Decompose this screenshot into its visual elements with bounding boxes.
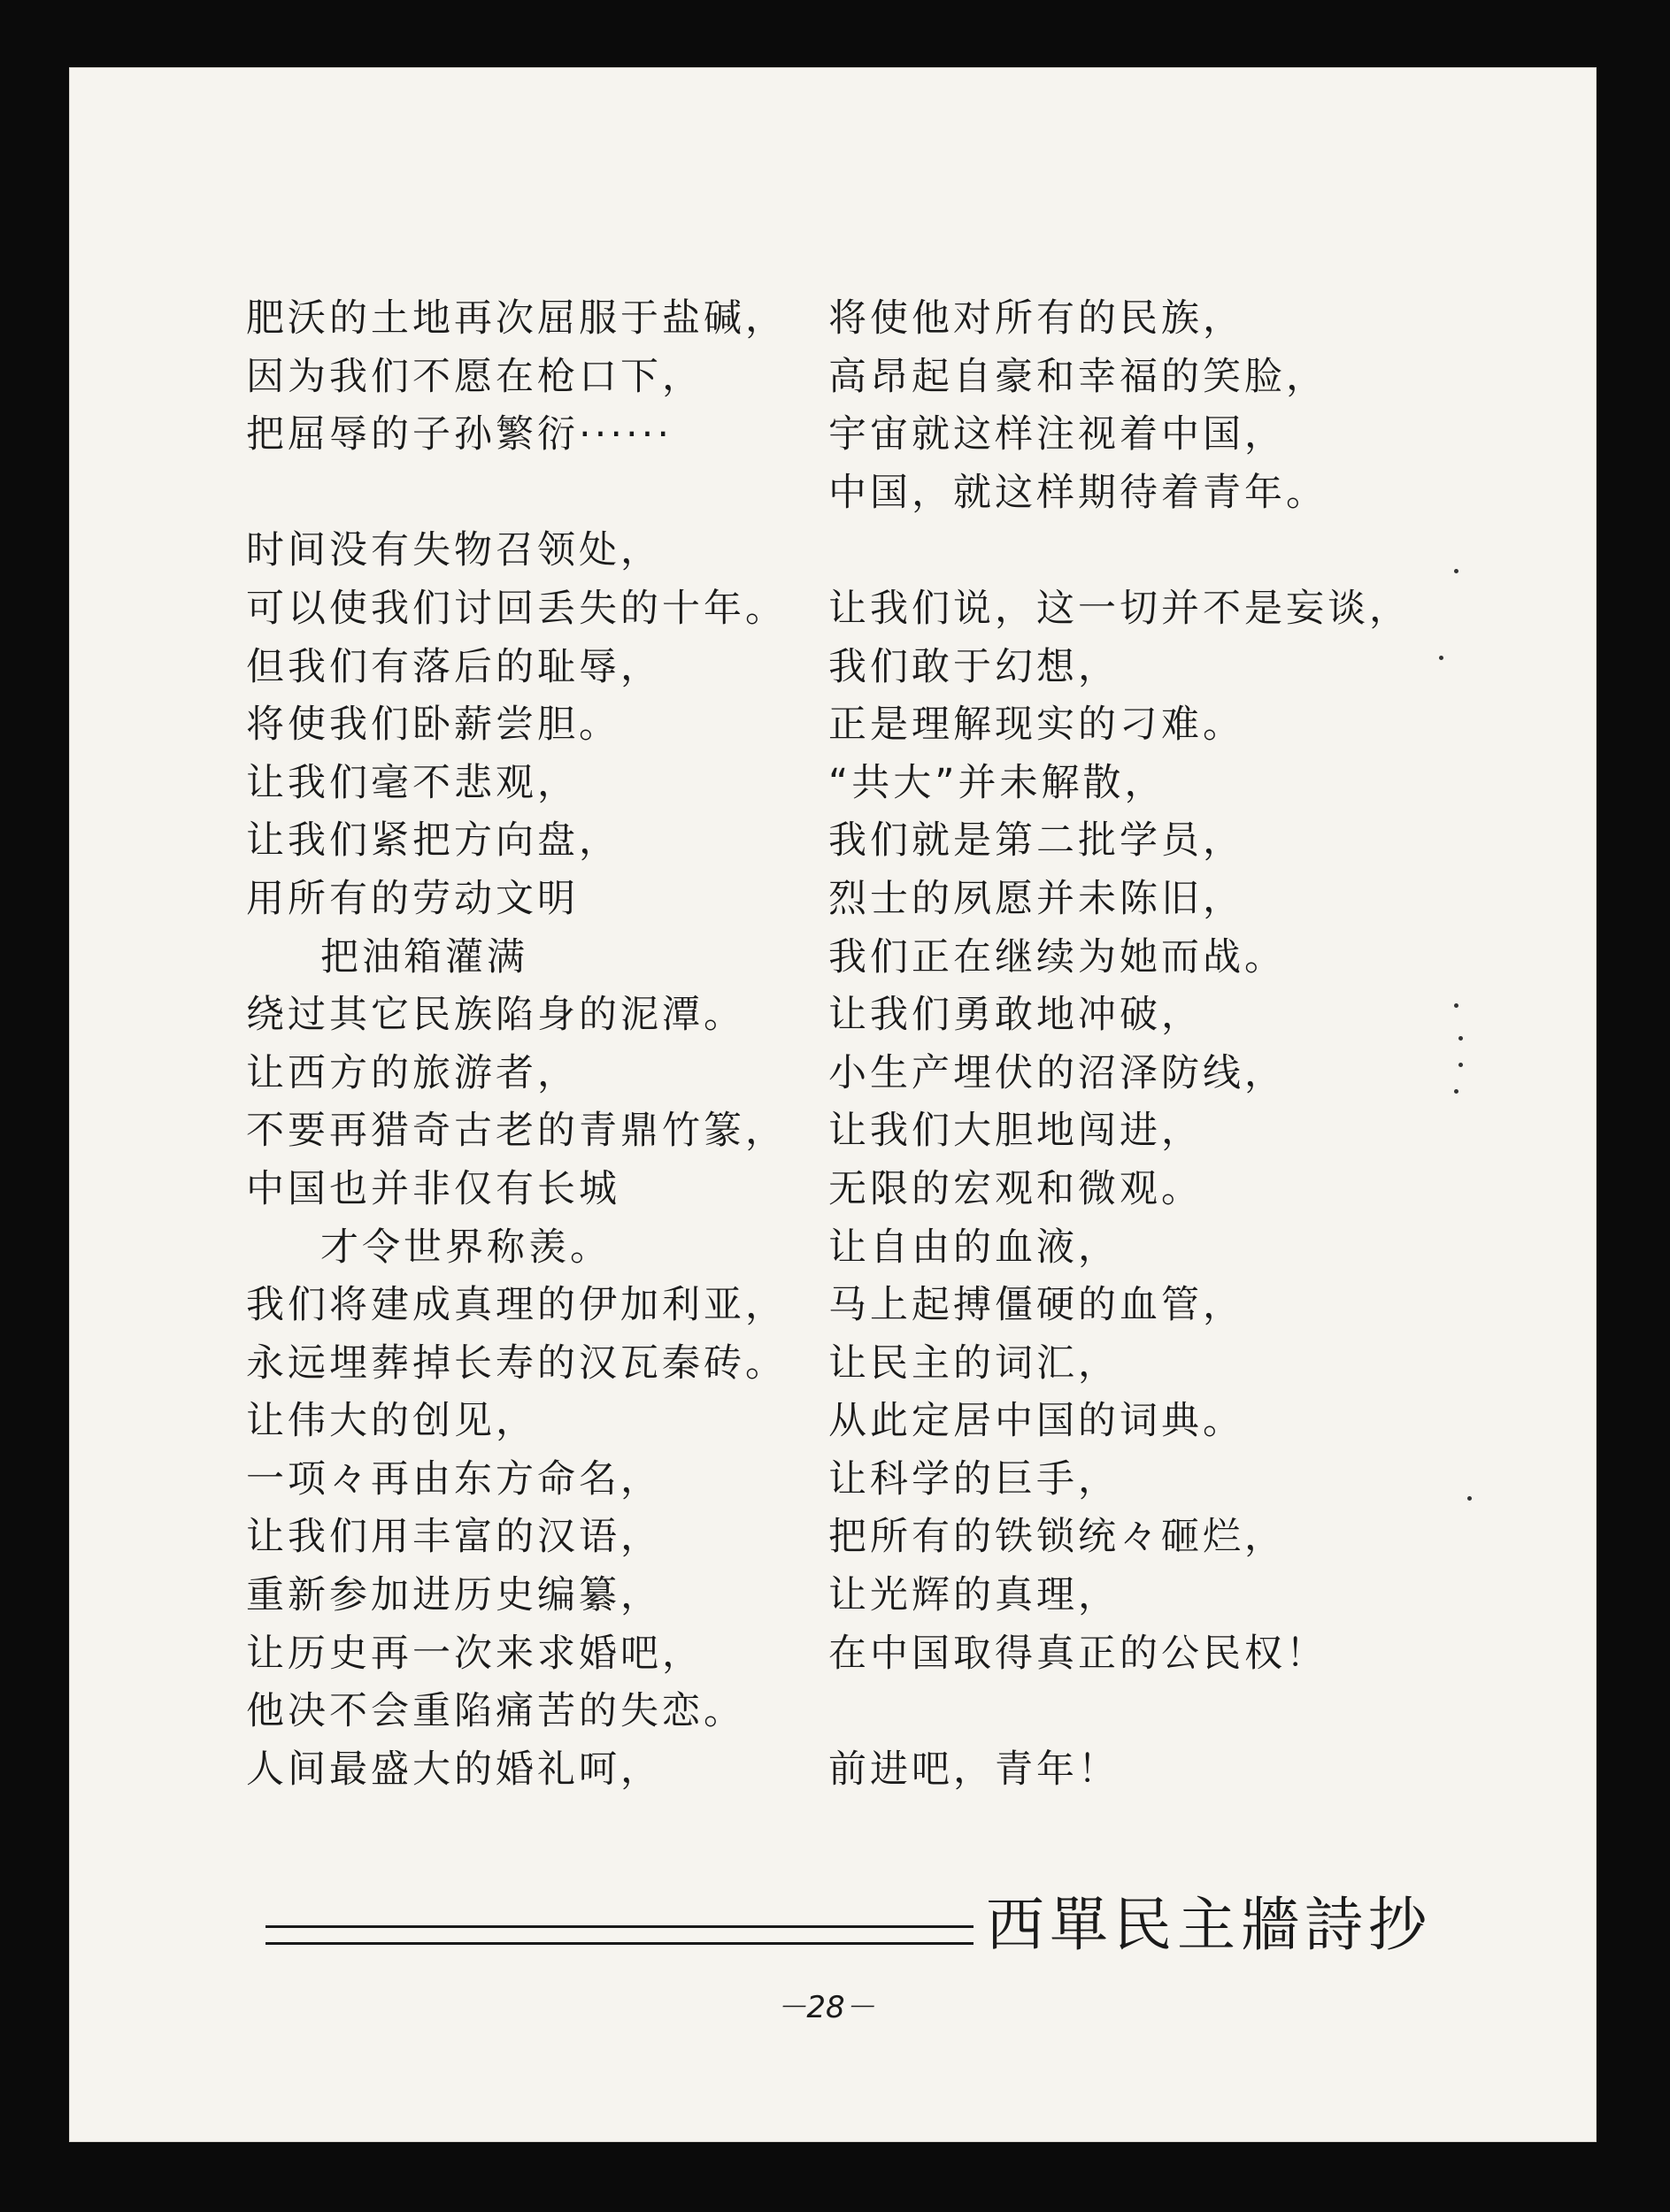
poem-line: 把所有的铁锁统々砸烂， <box>828 1515 1286 1560</box>
poem-line: 无限的宏观和微观。 <box>828 1166 1203 1211</box>
speck-mark <box>1458 1063 1463 1067</box>
poem-line: 让民主的词汇， <box>828 1340 1120 1386</box>
poem-line: 把油箱灌满 <box>320 934 528 979</box>
poem-line: 让光辉的真理， <box>828 1573 1120 1618</box>
poem-line: 才令世界称羡。 <box>320 1225 612 1270</box>
poem-line: 让我们勇敢地冲破， <box>828 993 1203 1038</box>
stanza-break <box>828 522 1411 580</box>
poem-line: 我们敢于幻想， <box>828 644 1120 689</box>
speck-mark <box>1454 569 1458 573</box>
poem-line: 将使他对所有的民族， <box>828 296 1244 341</box>
poem-line: 马上起搏僵硬的血管， <box>828 1283 1244 1328</box>
poem-line: 肥沃的土地再次屈服于盐碱， <box>246 296 787 341</box>
poem-line: 但我们有落后的耻辱， <box>246 644 662 689</box>
poem-line: 我们将建成真理的伊加利亚， <box>246 1283 787 1328</box>
poem-line: 小生产埋伏的沼泽防线， <box>828 1050 1286 1095</box>
speck-mark <box>1454 1089 1458 1094</box>
footer-double-rule <box>266 1925 974 1945</box>
poem-line: 宇宙就这样注视着中国， <box>828 412 1286 457</box>
poem-line: 人间最盛大的婚礼呵， <box>246 1747 662 1792</box>
document-page <box>69 67 1597 2142</box>
poem-line: 永远埋葬掉长寿的汉瓦秦砖。 <box>246 1340 787 1386</box>
poem-line: 可以使我们讨回丢失的十年。 <box>246 586 787 631</box>
poem-line: 让我们说，这一切并不是妄谈， <box>828 586 1411 631</box>
poem-line: 一项々再由东方命名， <box>246 1456 662 1502</box>
poem-line: 用所有的劳动文明 <box>246 876 579 921</box>
poem-line: 绕过其它民族陷身的泥潭。 <box>246 993 745 1038</box>
poem-line: “共大”并未解散， <box>828 760 1166 805</box>
poem-line: 时间没有失物召领处， <box>246 528 662 573</box>
poem-line: 因为我们不愿在枪口下， <box>246 354 704 399</box>
poem-line: 高昂起自豪和幸福的笑脸， <box>828 354 1328 399</box>
poem-line: 让科学的巨手， <box>828 1456 1120 1502</box>
stanza-break <box>828 1683 1411 1741</box>
poem-line: 让我们毫不悲观， <box>246 760 579 805</box>
poem-line: 重新参加进历史编纂， <box>246 1573 662 1618</box>
speck-mark <box>1458 1036 1463 1041</box>
poem-line: 我们正在继续为她而战。 <box>828 934 1286 979</box>
poem-line: 烈士的夙愿并未陈旧， <box>828 876 1244 921</box>
poem-column-left <box>246 290 787 1799</box>
poem-line: 让我们大胆地闯进， <box>828 1109 1203 1154</box>
poem-line: 我们就是第二批学员， <box>828 818 1244 864</box>
poem-line: 让我们用丰富的汉语， <box>246 1515 662 1560</box>
poem-line: 让自由的血液， <box>828 1225 1120 1270</box>
poem-line: 在中国取得真正的公民权！ <box>828 1631 1328 1676</box>
poem-line: 让历史再一次来求婚吧， <box>246 1631 704 1676</box>
poem-column-right <box>828 290 1411 1799</box>
page-number: －28－ <box>776 1990 875 2025</box>
poem-line: 前进吧，青年！ <box>828 1747 1120 1792</box>
poem-line: 让我们紧把方向盘， <box>246 818 620 864</box>
speck-mark <box>1454 1003 1458 1008</box>
speck-mark <box>1439 656 1443 660</box>
poem-line: 把屈辱的子孙繁衍······ <box>246 412 673 457</box>
speck-mark <box>1467 1496 1472 1501</box>
poem-line: 中国，就这样期待着青年。 <box>828 470 1328 515</box>
poem-line: 从此定居中国的词典。 <box>828 1399 1244 1444</box>
poem-line: 他决不会重陷痛苦的失恋。 <box>246 1689 745 1734</box>
poem-line: 将使我们卧薪尝胆。 <box>246 703 620 748</box>
stanza-break <box>246 465 787 523</box>
poem-line: 不要再猎奇古老的青鼎竹篆， <box>246 1109 787 1154</box>
footer-title: 西單民主牆詩抄 <box>986 1891 1432 1959</box>
poem-line: 让伟大的创见， <box>246 1399 537 1444</box>
poem-line: 中国也并非仅有长城 <box>246 1166 620 1211</box>
poem-line: 让西方的旅游者， <box>246 1050 579 1095</box>
poem-line: 正是理解现实的刁难。 <box>828 703 1244 748</box>
